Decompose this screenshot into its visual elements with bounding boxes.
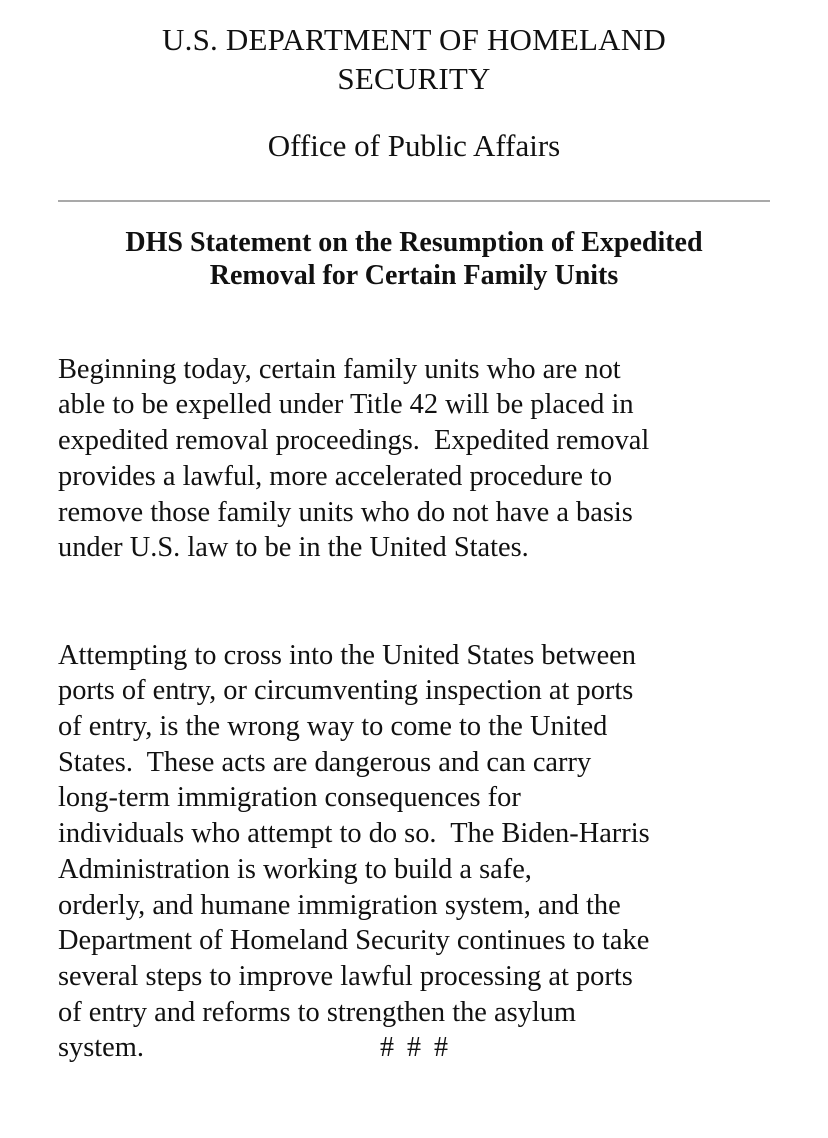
- paragraph-2: [58, 638, 778, 1066]
- paragraph-1-line: remove those family units who do not have a basis: [58, 496, 633, 528]
- end-of-release-mark: # # #: [380, 1032, 448, 1063]
- header-divider: [58, 200, 770, 202]
- paragraph-1-line: Beginning today, certain family units who are not: [58, 353, 621, 385]
- paragraph-2-line: Attempting to cross into the United States between: [58, 639, 636, 671]
- paragraph-2-line: system.: [58, 1032, 144, 1064]
- paragraph-2-line: orderly, and humane immigration system, and the: [58, 889, 621, 921]
- statement-headline: [40, 226, 788, 292]
- office-name: Office of Public Affairs: [267, 128, 561, 163]
- paragraph-2-line: several steps to improve lawful processing at ports: [58, 960, 633, 992]
- paragraph-2-line: Administration is working to build a safe,: [58, 853, 532, 885]
- paragraph-2-line: Department of Homeland Security continues to take: [58, 925, 650, 957]
- paragraph-2-line: long-term immigration consequences for: [58, 782, 521, 814]
- paragraph-1-line: expedited removal proceedings. Expedited removal: [58, 425, 650, 457]
- paragraph-2-line: of entry and reforms to strengthen the asylum: [58, 996, 576, 1028]
- statement-body: [58, 316, 778, 1138]
- paragraph-1: [58, 352, 778, 566]
- paragraph-1-line: provides a lawful, more accelerated procedure to: [58, 460, 613, 492]
- agency-name-line-1: U.S. DEPARTMENT OF HOMELAND: [162, 22, 666, 57]
- headline-line-1: DHS Statement on the Resumption of Expedited: [125, 227, 703, 258]
- paragraph-2-line: ports of entry, or circumventing inspection at ports: [58, 675, 634, 707]
- agency-name-line-2: SECURITY: [337, 61, 491, 96]
- document-header: [0, 0, 828, 165]
- paragraph-2-line: of entry, is the wrong way to come to the United: [58, 711, 608, 743]
- agency-name: [0, 20, 828, 98]
- headline-line-2: Removal for Certain Family Units: [209, 260, 619, 291]
- paragraph-2-line: individuals who attempt to do so. The Biden-Harris: [58, 818, 650, 850]
- paragraph-1-line: under U.S. law to be in the United States.: [58, 532, 529, 564]
- paragraph-2-line: States. These acts are dangerous and can carry: [58, 746, 592, 778]
- paragraph-1-line: able to be expelled under Title 42 will be placed in: [58, 389, 634, 421]
